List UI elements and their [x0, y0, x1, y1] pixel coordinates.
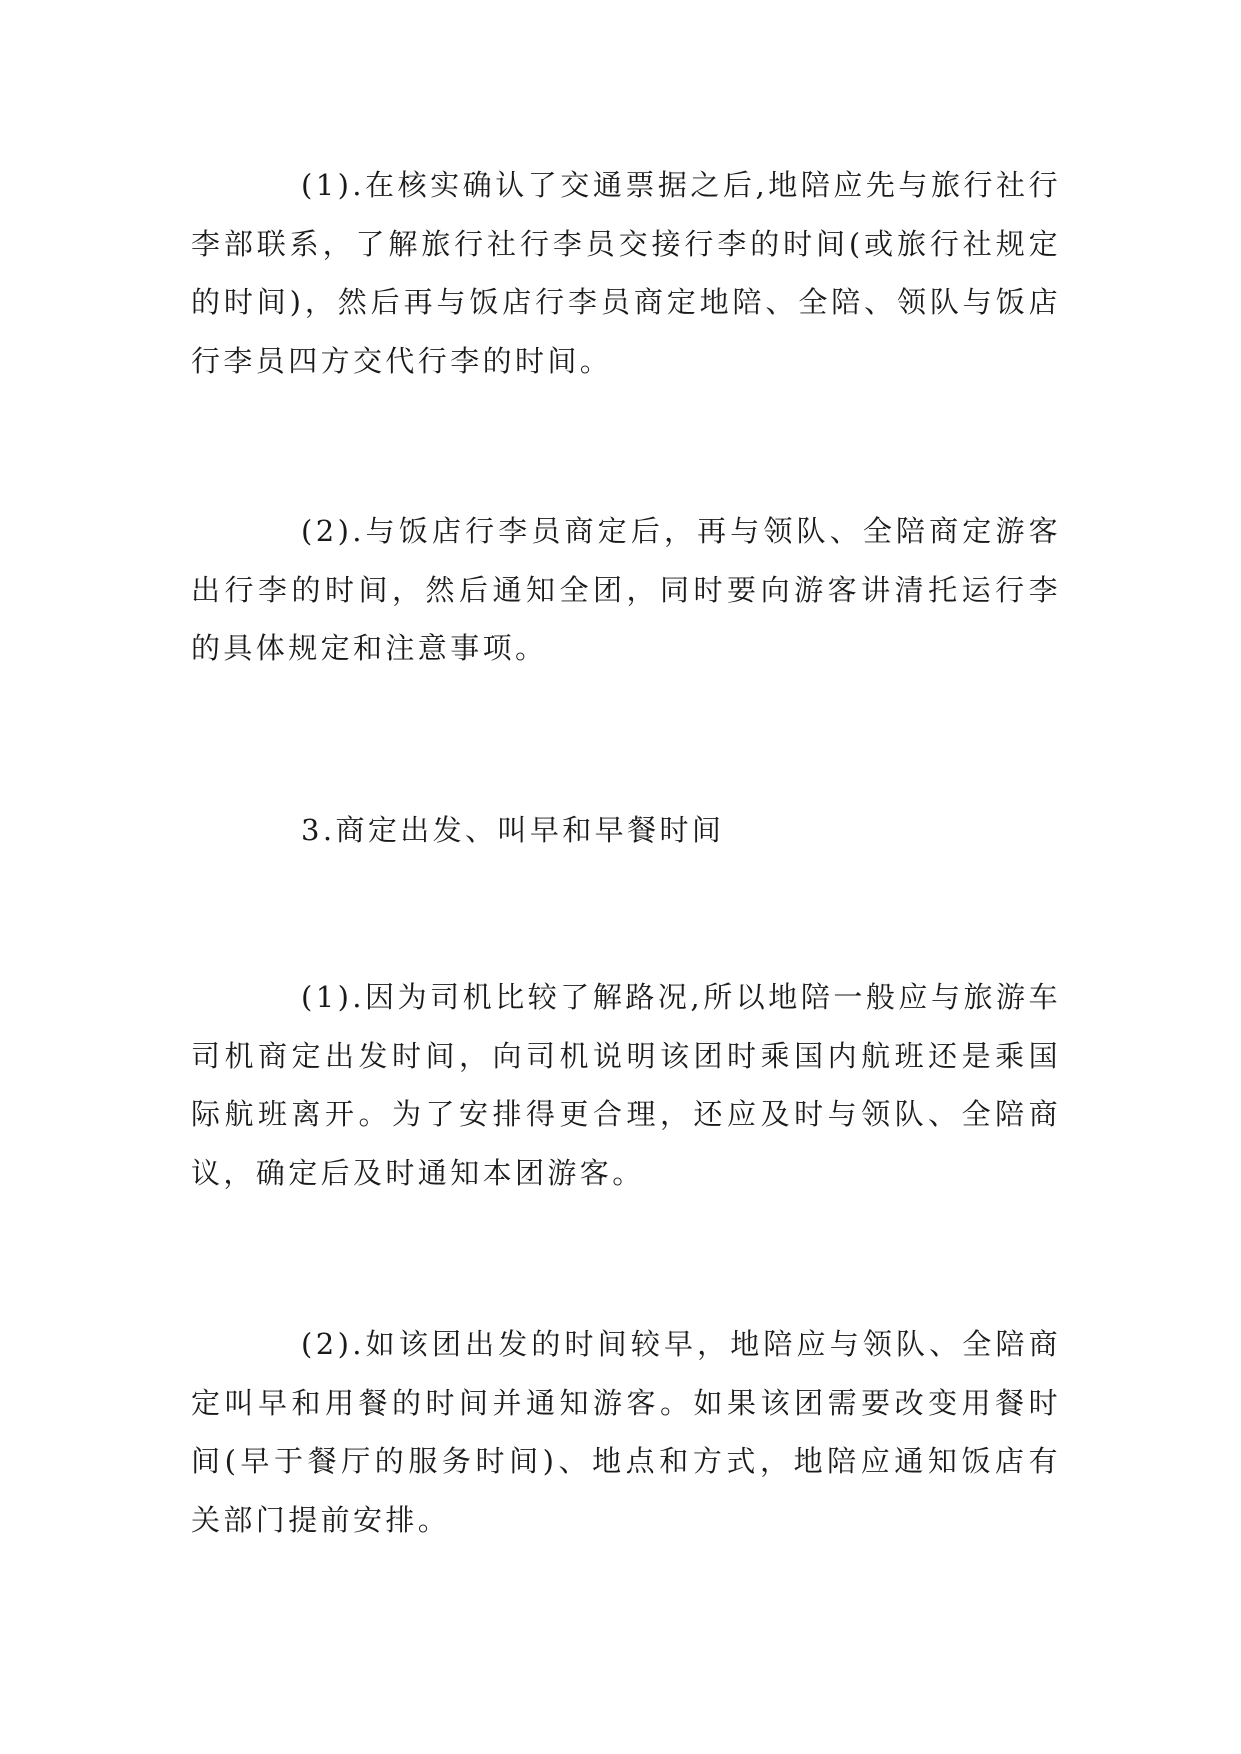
paragraph-departure-time: (1).因为司机比较了解路况,所以地陪一般应与旅游车司机商定出发时间，向司机说明该团时乘国内航班还是乘国际航班离开。为了安排得更合理，还应及时与领队、全陪商议，确定后及时通知本团游客。 — [191, 980, 1061, 1191]
paragraph-notify-group: (2).与饭店行李员商定后，再与领队、全陪商定游客出行李的时间，然后通知全团，同时要向游客讲清托运行李的具体规定和注意事项。 — [191, 514, 1061, 666]
paragraph-wakeup-breakfast: (2).如该团出发的时间较早，地陪应与领队、全陪商定叫早和用餐的时间并通知游客。如果该团需要改变用餐时间(早于餐厅的服务时间)、地点和方式，地陪应通知饭店有关部门提前安排。 — [191, 1327, 1061, 1538]
paragraph-luggage-time: (1).在核实确认了交通票据之后,地陪应先与旅行社行李部联系，了解旅行社行李员交接行李的时间(或旅行社规定的时间)，然后再与饭店行李员商定地陪、全陪、领队与饭店行李员四方交代行李的时间。 — [191, 168, 1061, 379]
section-heading: 3.商定出发、叫早和早餐时间 — [301, 813, 725, 847]
